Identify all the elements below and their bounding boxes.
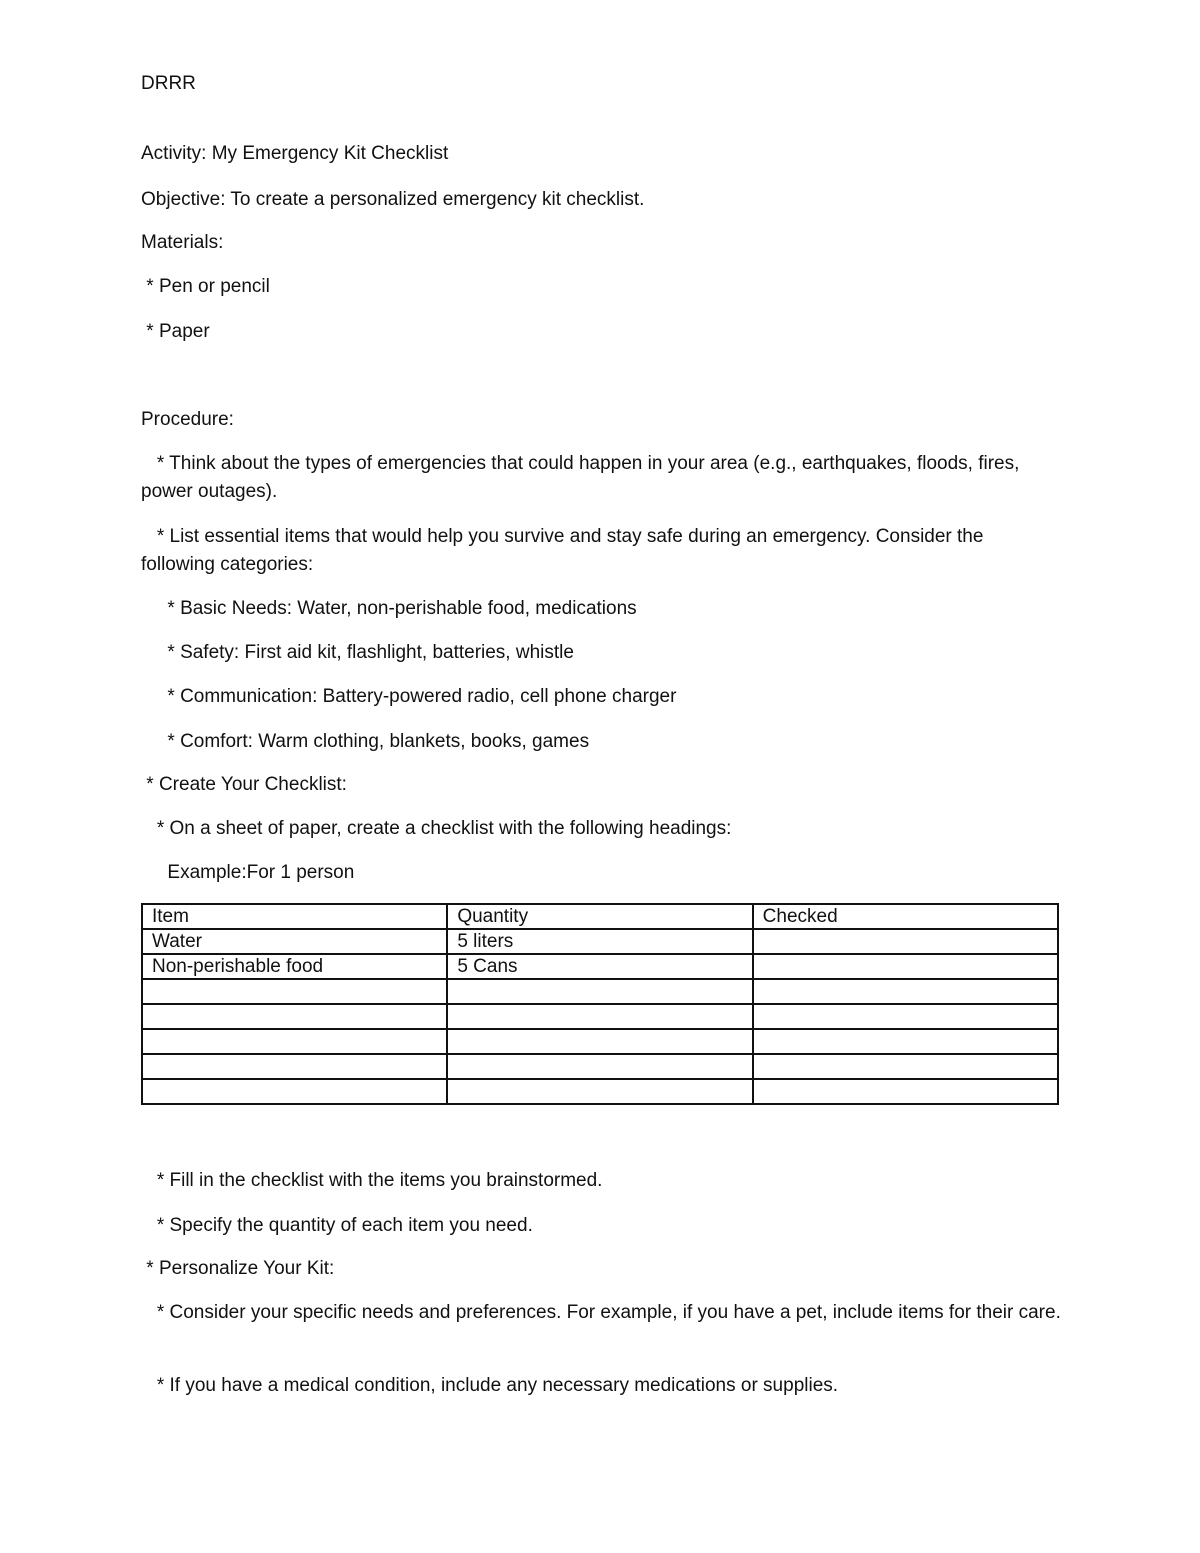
table-cell	[142, 1079, 447, 1104]
checklist-table	[141, 903, 1059, 1105]
table-cell	[753, 1054, 1058, 1079]
table-cell	[447, 979, 752, 1004]
header-cell-item: Item	[142, 904, 447, 929]
table-cell: 5 Cans	[447, 954, 752, 979]
medical-instruction: * If you have a medical condition, include any necessary medications or supplies.	[141, 1375, 839, 1396]
table-row	[142, 954, 1058, 979]
table-cell	[753, 954, 1058, 979]
table-cell	[142, 1054, 447, 1079]
category-item: * Basic Needs: Water, non-perishable food, medications	[141, 598, 637, 619]
category-item: * Comfort: Warm clothing, blankets, books, games	[141, 731, 590, 752]
category-item: * Safety: First aid kit, flashlight, batteries, whistle	[141, 642, 574, 663]
table-cell	[447, 1004, 752, 1029]
activity-title: Activity: My Emergency Kit Checklist	[141, 143, 449, 164]
table-cell: Water	[142, 929, 447, 954]
header-cell-checked: Checked	[753, 904, 1058, 929]
category-item: * Communication: Battery-powered radio, cell phone charger	[141, 686, 677, 707]
table-cell	[142, 1029, 447, 1054]
table-cell: 5 liters	[447, 929, 752, 954]
materials-item: * Paper	[141, 321, 210, 342]
table-cell	[142, 979, 447, 1004]
create-checklist-instruction: * On a sheet of paper, create a checklist with the following headings:	[141, 818, 732, 839]
procedure-step-list: * List essential items that would help you survive and stay safe during an emergency. Consider the following categories:	[141, 526, 989, 575]
materials-item: * Pen or pencil	[141, 276, 270, 297]
table-row	[142, 1079, 1058, 1104]
table-row	[142, 1004, 1058, 1029]
table-cell: Non-perishable food	[142, 954, 447, 979]
table-cell	[753, 1079, 1058, 1104]
example-label: Example:For 1 person	[141, 862, 355, 883]
table-cell	[447, 1079, 752, 1104]
course-header: DRRR	[141, 73, 196, 94]
materials-label: Materials:	[141, 232, 224, 253]
table-cell	[447, 1029, 752, 1054]
specify-instruction: * Specify the quantity of each item you need.	[141, 1215, 533, 1236]
table-row	[142, 1029, 1058, 1054]
create-checklist-label: * Create Your Checklist:	[141, 774, 347, 795]
procedure-label: Procedure:	[141, 409, 234, 430]
table-cell	[447, 1054, 752, 1079]
table-cell	[753, 1029, 1058, 1054]
table-cell	[142, 1004, 447, 1029]
personalize-label: * Personalize Your Kit:	[141, 1258, 335, 1279]
table-row	[142, 929, 1058, 954]
table-row	[142, 979, 1058, 1004]
fill-instruction: * Fill in the checklist with the items you brainstormed.	[141, 1170, 603, 1191]
table-cell	[753, 979, 1058, 1004]
header-cell-quantity: Quantity	[447, 904, 752, 929]
procedure-step-think: * Think about the types of emergencies that could happen in your area (e.g., earthquakes, floods, fires, power outages).	[141, 453, 1025, 502]
table-cell	[753, 1004, 1058, 1029]
consider-instruction: * Consider your specific needs and preferences. For example, if you have a pet, include items for their care.	[141, 1302, 1061, 1323]
table-cell	[753, 929, 1058, 954]
table-header-row	[142, 904, 1058, 929]
objective-text: Objective: To create a personalized emergency kit checklist.	[141, 189, 645, 210]
table-row	[142, 1054, 1058, 1079]
